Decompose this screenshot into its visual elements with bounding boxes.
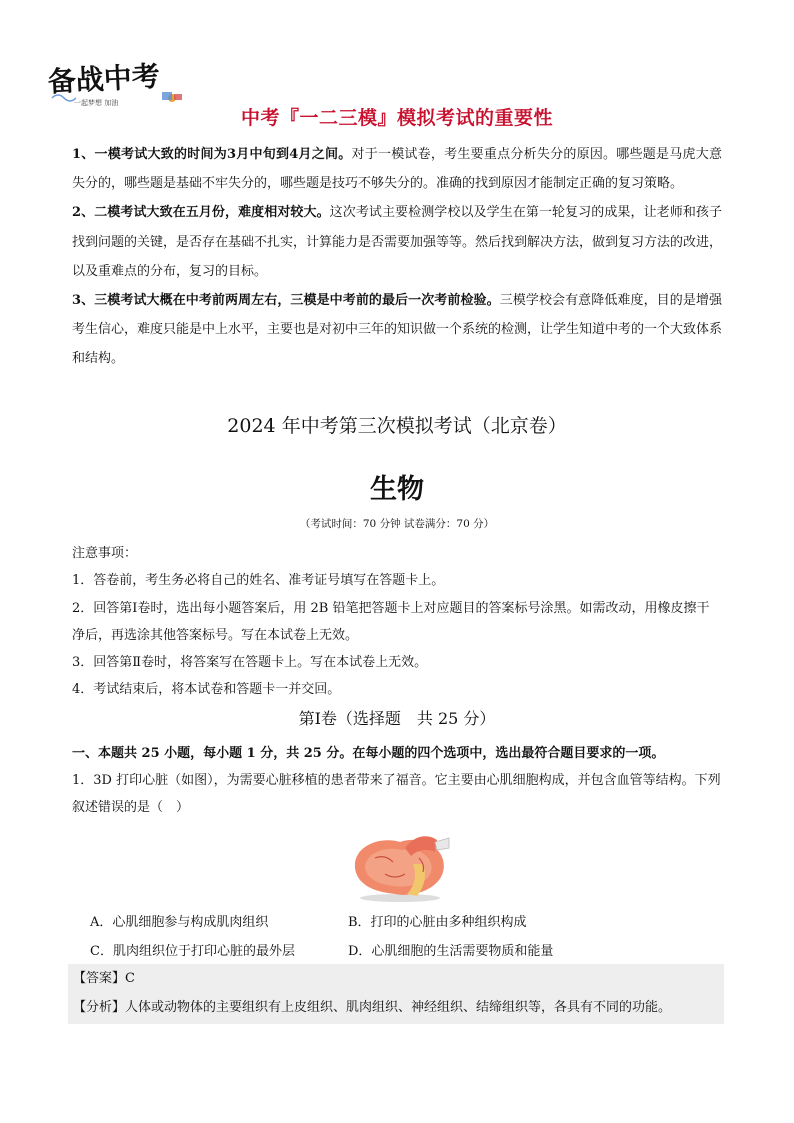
option-b[interactable]: B．打印的心脏由多种组织构成 <box>348 915 527 930</box>
analysis-label: 【分析】 <box>73 1000 126 1015</box>
question-stem: 1．3D 打印心脏（如图），为需要心脏移植的患者带来了福音。它主要由心肌细胞构成，并包含血管等结构。下列叙述错误的是（ ） <box>72 773 721 815</box>
notes-item-4: 4．考试结束后，将本试卷和答题卡一并交回。 <box>72 682 341 698</box>
intro-section <box>72 140 722 374</box>
answer-box <box>68 964 724 1024</box>
option-a[interactable]: A．心肌细胞参与构成肌肉组织 <box>90 915 269 930</box>
instruction-text: 一、本题共 25 小题，每小题 1 分，共 25 分。在每小题的四个选项中，选出最符合题目要求的一项。 <box>72 746 665 761</box>
notes-item-3: 3．回答第Ⅱ卷时，将答案写在答题卡上。写在本试卷上无效。 <box>72 655 428 671</box>
logo <box>44 58 190 108</box>
notes-item-2: 2．回答第Ⅰ卷时，选出每小题答案后，用 2B 铅笔把答题卡上对应题目的答案标号涂黑。如需改动，用橡皮擦干净后，再选涂其他答案标号。写在本试卷上无效。 <box>72 600 710 643</box>
notes-section <box>72 540 722 704</box>
question-area <box>72 740 724 821</box>
logo-text: 备战中考 <box>46 59 161 99</box>
intro-text-1: 对于一模试卷，考生要重点分析失分的原因。哪些题是马虎大意失分的，哪些题是基础不牢失分的，哪些题是技巧不够失分的。准确的找到原因才能制定正确的复习策略。 <box>72 147 722 192</box>
notes-heading: 注意事项： <box>72 546 138 561</box>
answer-label: 【答案】 <box>73 971 126 986</box>
intro-paragraph-3 <box>72 286 722 374</box>
analysis-text: 人体或动物体的主要组织有上皮组织、肌肉组织、神经组织、结缔组织等，各具有不同的功能。 <box>125 1000 672 1015</box>
intro-paragraph-2 <box>72 198 722 286</box>
subject-title: 生物 <box>370 474 424 505</box>
intro-bold-1: 1、一模考试大致的时间为3月中旬到4月之间。 <box>72 147 352 162</box>
answer-line <box>73 967 135 986</box>
logo-subtext: 一起梦想 加油 <box>74 99 119 107</box>
exam-title: 2024 年中考第三次模拟考试（北京卷） <box>227 415 567 437</box>
exam-info: （考试时间：70 分钟 试卷满分：70 分） <box>299 518 495 530</box>
intro-bold-3: 3、三模考试大概在中考前两周左右，三模是中考前的最后一次考前检验。 <box>72 293 500 309</box>
intro-bold-2: 2、二模考试大致在五月份，难度相对较大。 <box>72 205 330 221</box>
option-d[interactable]: D．心肌细胞的生活需要物质和能量 <box>348 944 554 959</box>
analysis-line <box>73 996 671 1015</box>
option-c[interactable]: C．肌肉组织位于打印心脏的最外层 <box>90 944 295 959</box>
answer-value: C <box>125 971 135 986</box>
heart-image <box>345 828 455 904</box>
intro-text-2: 这次考试主要检测学校以及学生在第一轮复习的成果，让老师和孩子找到问题的关键，是否存在基础不扎实，计算能力是否需要加强等等。然后找到解决方法，做到复习方法的改进，以及重难点的分布，复习的目标。 <box>72 205 723 279</box>
instruction <box>72 740 724 767</box>
section-title: 第Ⅰ卷（选择题 共 25 分） <box>298 709 496 728</box>
notes-item-1: 1．答卷前，考生务必将自己的姓名、准考证号填写在答题卡上。 <box>72 573 445 589</box>
intro-paragraph-1 <box>72 140 722 198</box>
intro-text-3: 三模学校会有意降低难度，目的是增强考生信心，难度只能是中上水平，主要也是对初中三年的知识做一个系统的检测，让学生知道中考的一个大致体系和结构。 <box>72 293 723 367</box>
headline: 中考『一二三模』模拟考试的重要性 <box>240 107 553 129</box>
